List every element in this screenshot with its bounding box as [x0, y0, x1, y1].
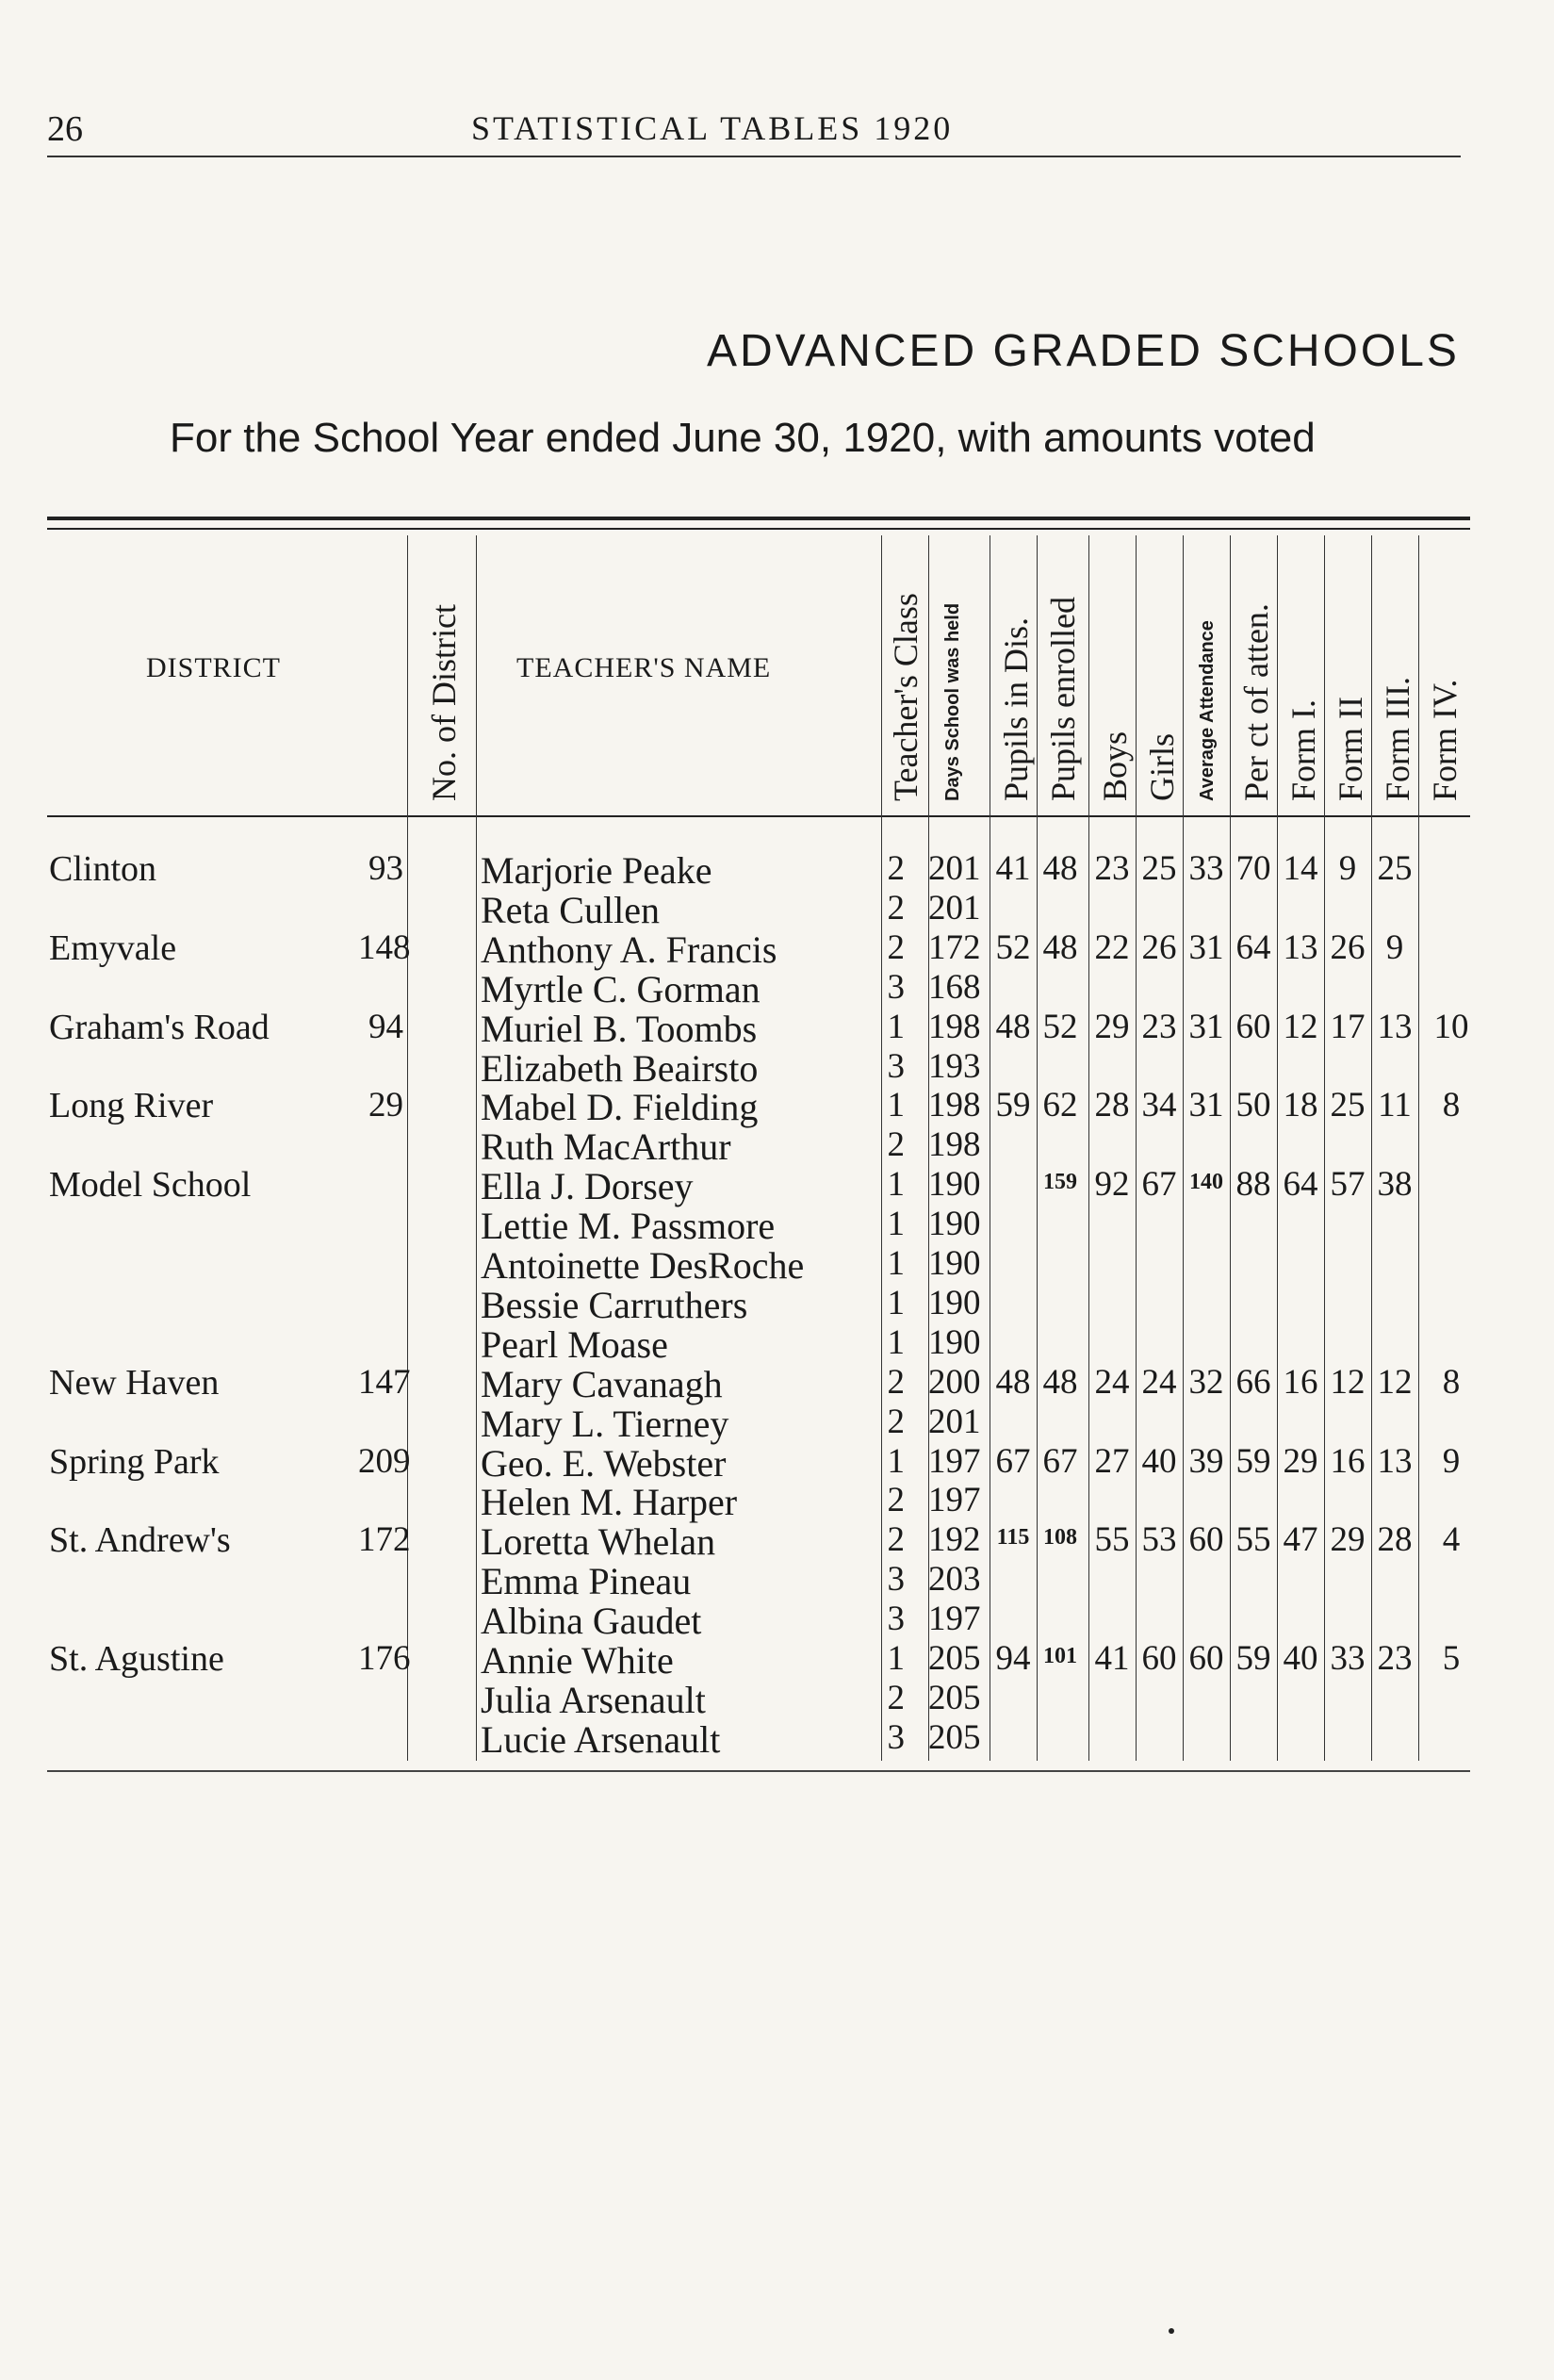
- cell-girls: 25: [1141, 849, 1177, 888]
- cell-girls: 24: [1141, 1362, 1177, 1402]
- teacher-name: Geo. E. Webster: [481, 1441, 727, 1485]
- cell-f1: 29: [1283, 1441, 1318, 1481]
- cell-f3: 28: [1377, 1520, 1413, 1560]
- teachers-class: 3: [887, 1560, 905, 1600]
- cell-girls: 67: [1141, 1165, 1177, 1205]
- table-row: [0, 1164, 1554, 1208]
- header-district: DISTRICT: [146, 652, 281, 683]
- table-row: [0, 1678, 1554, 1721]
- cell-f2: 33: [1330, 1639, 1366, 1678]
- cell-avg: 140: [1189, 1170, 1223, 1195]
- teachers-class: 2: [887, 1402, 905, 1441]
- teachers-class: 3: [887, 1600, 905, 1639]
- days-held: 205: [928, 1678, 981, 1717]
- cell-f3: 25: [1377, 849, 1413, 888]
- table-row: [0, 1243, 1554, 1287]
- cell-avg: 60: [1188, 1520, 1224, 1560]
- cell-f1: 14: [1283, 849, 1318, 888]
- teacher-name: Mary Cavanagh: [481, 1362, 723, 1405]
- district-name: New Haven: [49, 1362, 220, 1403]
- cell-f4: 5: [1442, 1639, 1461, 1678]
- teachers-class: 2: [887, 927, 905, 967]
- cell-f4: 10: [1433, 1007, 1469, 1046]
- cell-boys: 22: [1094, 927, 1130, 967]
- cell-pct: 59: [1235, 1441, 1271, 1481]
- page-subtitle: For the School Year ended June 30, 1920, with amounts voted: [170, 415, 1316, 461]
- teachers-class: 3: [887, 967, 905, 1007]
- table-row: [0, 1599, 1554, 1643]
- teachers-class: 2: [887, 1481, 905, 1520]
- cell-en: 48: [1042, 1362, 1078, 1402]
- cell-f2: 12: [1330, 1362, 1366, 1402]
- header-days-held: Days School was held: [942, 602, 963, 801]
- table-top-rule-thin: [47, 528, 1470, 530]
- days-held: 168: [928, 967, 981, 1007]
- cell-girls: 40: [1141, 1441, 1177, 1481]
- cell-f3: 9: [1385, 927, 1404, 967]
- days-held: 198: [928, 1125, 981, 1165]
- table-row: [0, 1283, 1554, 1326]
- teachers-class: 1: [887, 1441, 905, 1481]
- cell-pd: 59: [995, 1086, 1031, 1125]
- district-number: 29: [368, 1086, 403, 1125]
- table-row: [0, 1638, 1554, 1682]
- cell-avg: 39: [1188, 1441, 1224, 1481]
- district-number: 176: [358, 1639, 411, 1678]
- teacher-name: Julia Arsenault: [481, 1678, 706, 1721]
- teacher-name: Marjorie Peake: [481, 849, 712, 892]
- cell-boys: 28: [1094, 1086, 1130, 1125]
- cell-f2: 25: [1330, 1086, 1366, 1125]
- days-held: 172: [928, 927, 981, 967]
- page-header: [47, 99, 1461, 157]
- teachers-class: 1: [887, 1639, 905, 1678]
- days-held: 201: [928, 849, 981, 888]
- running-title: STATISTICAL TABLES 1920: [471, 109, 954, 147]
- cell-en: 62: [1042, 1086, 1078, 1125]
- cell-boys: 41: [1094, 1639, 1130, 1678]
- district-name: Clinton: [49, 849, 157, 889]
- days-held: 190: [928, 1244, 981, 1283]
- district-number: 172: [358, 1520, 411, 1560]
- table-row: [0, 1402, 1554, 1445]
- table-row: [0, 967, 1554, 1010]
- header-girls: Girls: [1143, 733, 1181, 801]
- cell-girls: 34: [1141, 1086, 1177, 1125]
- table-row: [0, 1085, 1554, 1129]
- header-pupils-enrolled: Pupils enrolled: [1044, 597, 1082, 801]
- district-number: 94: [368, 1007, 403, 1046]
- cell-boys: 27: [1094, 1441, 1130, 1481]
- page-title: ADVANCED GRADED SCHOOLS: [707, 326, 1460, 376]
- teachers-class: 1: [887, 1086, 905, 1125]
- table-row: [0, 1519, 1554, 1564]
- table-row: [0, 1322, 1554, 1366]
- header-pupils-in-district: Pupils in Dis.: [997, 616, 1035, 801]
- teacher-name: Annie White: [481, 1639, 674, 1682]
- cell-pct: 60: [1235, 1007, 1271, 1046]
- district-name: Long River: [49, 1086, 214, 1126]
- cell-pd: 67: [995, 1441, 1031, 1481]
- cell-f2: 26: [1330, 927, 1366, 967]
- teacher-name: Elizabeth Beairsto: [481, 1046, 759, 1090]
- days-held: 198: [928, 1086, 981, 1125]
- teachers-class: 1: [887, 1283, 905, 1322]
- cell-pd: 41: [995, 849, 1031, 888]
- teachers-class: 2: [887, 1678, 905, 1717]
- cell-pct: 64: [1235, 927, 1271, 967]
- teachers-class: 2: [887, 888, 905, 927]
- cell-f1: 12: [1283, 1007, 1318, 1046]
- cell-girls: 60: [1141, 1639, 1177, 1678]
- district-name: Model School: [49, 1165, 252, 1206]
- cell-f2: 9: [1338, 849, 1357, 888]
- table-header-rule: [47, 815, 1470, 817]
- days-held: 190: [928, 1205, 981, 1244]
- header-teacher-name: TEACHER'S NAME: [516, 652, 772, 683]
- cell-f1: 13: [1283, 927, 1318, 967]
- district-number: 148: [358, 927, 411, 967]
- table-row: [0, 1124, 1554, 1169]
- teacher-name: Muriel B. Toombs: [481, 1007, 758, 1050]
- cell-f2: 29: [1330, 1520, 1366, 1560]
- district-number: 147: [358, 1362, 411, 1402]
- teacher-name: Emma Pineau: [481, 1560, 692, 1603]
- cell-avg: 31: [1188, 927, 1224, 967]
- cell-avg: 33: [1188, 849, 1224, 888]
- cell-boys: 24: [1094, 1362, 1130, 1402]
- teacher-name: Loretta Whelan: [481, 1520, 716, 1564]
- cell-pd: 115: [996, 1525, 1030, 1551]
- days-held: 197: [928, 1441, 981, 1481]
- cell-pct: 70: [1235, 849, 1271, 888]
- teachers-class: 3: [887, 1046, 905, 1086]
- table-top-rule: [47, 517, 1470, 520]
- cell-pd: 48: [995, 1362, 1031, 1402]
- days-held: 205: [928, 1717, 981, 1757]
- table-row: [0, 1480, 1554, 1524]
- cell-f4: 9: [1442, 1441, 1461, 1481]
- table-row: [0, 1362, 1554, 1405]
- teacher-name: Lucie Arsenault: [481, 1717, 721, 1761]
- teachers-class: 2: [887, 1125, 905, 1165]
- teacher-name: Mary L. Tierney: [481, 1402, 729, 1445]
- days-held: 197: [928, 1600, 981, 1639]
- header-district-number: No. of District: [425, 604, 463, 801]
- teachers-class: 1: [887, 1205, 905, 1244]
- days-held: 201: [928, 1402, 981, 1441]
- cell-girls: 23: [1141, 1007, 1177, 1046]
- header-percent-attendance: Per ct of atten.: [1237, 603, 1275, 801]
- teacher-name: Helen M. Harper: [481, 1481, 738, 1524]
- header-form-2: Form II: [1332, 697, 1369, 801]
- cell-f3: 12: [1377, 1362, 1413, 1402]
- teachers-class: 2: [887, 1362, 905, 1402]
- table-row: [0, 1046, 1554, 1090]
- cell-f3: 13: [1377, 1007, 1413, 1046]
- district-name: St. Andrew's: [49, 1520, 231, 1561]
- cell-f3: 38: [1377, 1165, 1413, 1205]
- cell-en: 159: [1043, 1170, 1077, 1195]
- days-held: 200: [928, 1362, 981, 1402]
- cell-boys: 29: [1094, 1007, 1130, 1046]
- cell-pct: 50: [1235, 1086, 1271, 1125]
- teachers-class: 1: [887, 1244, 905, 1283]
- days-held: 190: [928, 1165, 981, 1205]
- days-held: 205: [928, 1639, 981, 1678]
- table-row: [0, 1559, 1554, 1603]
- teacher-name: Reta Cullen: [481, 888, 660, 931]
- district-number: 93: [368, 849, 403, 888]
- cell-f2: 16: [1330, 1441, 1366, 1481]
- cell-boys: 23: [1094, 849, 1130, 888]
- teacher-name: Myrtle C. Gorman: [481, 967, 761, 1010]
- header-boys: Boys: [1096, 730, 1134, 801]
- cell-f3: 11: [1378, 1086, 1412, 1125]
- teacher-name: Mabel D. Fielding: [481, 1086, 759, 1129]
- cell-avg: 31: [1188, 1086, 1224, 1125]
- cell-f1: 16: [1283, 1362, 1318, 1402]
- cell-en: 52: [1042, 1007, 1078, 1046]
- cell-en: 101: [1043, 1644, 1077, 1668]
- cell-f4: 8: [1442, 1086, 1461, 1125]
- header-teachers-class: Teacher's Class: [887, 593, 924, 801]
- teacher-name: Anthony A. Francis: [481, 927, 777, 971]
- days-held: 193: [928, 1046, 981, 1086]
- district-name: Spring Park: [49, 1441, 220, 1482]
- table-row: [0, 848, 1554, 892]
- teacher-name: Ella J. Dorsey: [481, 1165, 694, 1208]
- cell-pct: 55: [1235, 1520, 1271, 1560]
- cell-girls: 53: [1141, 1520, 1177, 1560]
- teacher-name: Antoinette DesRoche: [481, 1244, 805, 1287]
- cell-f2: 17: [1330, 1007, 1366, 1046]
- cell-f2: 57: [1330, 1165, 1366, 1205]
- header-average-attendance: Average Attendance: [1197, 620, 1218, 801]
- teachers-class: 1: [887, 1007, 905, 1046]
- table-row: [0, 1717, 1554, 1761]
- cell-pd: 94: [995, 1639, 1031, 1678]
- teachers-class: 3: [887, 1717, 905, 1757]
- cell-pd: 48: [995, 1007, 1031, 1046]
- ink-speck: [1169, 2328, 1174, 2334]
- teacher-name: Lettie M. Passmore: [481, 1205, 776, 1248]
- page-number: 26: [47, 109, 83, 149]
- cell-avg: 32: [1188, 1362, 1224, 1402]
- cell-en: 67: [1042, 1441, 1078, 1481]
- cell-f1: 64: [1283, 1165, 1318, 1205]
- cell-f4: 4: [1442, 1520, 1461, 1560]
- teacher-name: Pearl Moase: [481, 1322, 668, 1366]
- cell-f3: 23: [1377, 1639, 1413, 1678]
- cell-avg: 31: [1188, 1007, 1224, 1046]
- days-held: 198: [928, 1007, 981, 1046]
- district-name: Graham's Road: [49, 1007, 270, 1047]
- cell-boys: 55: [1094, 1520, 1130, 1560]
- cell-boys: 92: [1094, 1165, 1130, 1205]
- cell-f1: 18: [1283, 1086, 1318, 1125]
- table-row: [0, 1007, 1554, 1050]
- days-held: 190: [928, 1283, 981, 1322]
- days-held: 197: [928, 1481, 981, 1520]
- table-row: [0, 927, 1554, 971]
- teacher-name: Albina Gaudet: [481, 1600, 702, 1643]
- teachers-class: 1: [887, 1165, 905, 1205]
- district-name: Emyvale: [49, 927, 177, 968]
- cell-f1: 40: [1283, 1639, 1318, 1678]
- days-held: 203: [928, 1560, 981, 1600]
- teachers-class: 1: [887, 1322, 905, 1362]
- cell-pct: 66: [1235, 1362, 1271, 1402]
- table-row: [0, 1204, 1554, 1248]
- district-name: St. Agustine: [49, 1639, 224, 1679]
- district-number: 209: [358, 1441, 411, 1481]
- teacher-name: Bessie Carruthers: [481, 1283, 748, 1326]
- header-form-4: Form IV.: [1426, 679, 1464, 801]
- cell-en: 48: [1042, 849, 1078, 888]
- teachers-class: 2: [887, 1520, 905, 1560]
- cell-avg: 60: [1188, 1639, 1224, 1678]
- teacher-name: Ruth MacArthur: [481, 1125, 731, 1169]
- cell-f3: 13: [1377, 1441, 1413, 1481]
- cell-f1: 47: [1283, 1520, 1318, 1560]
- table-row: [0, 1441, 1554, 1485]
- cell-pd: 52: [995, 927, 1031, 967]
- cell-en: 108: [1043, 1525, 1077, 1551]
- cell-pct: 88: [1235, 1165, 1271, 1205]
- table-row: [0, 888, 1554, 931]
- days-held: 192: [928, 1520, 981, 1560]
- teachers-class: 2: [887, 849, 905, 888]
- days-held: 190: [928, 1322, 981, 1362]
- cell-pct: 59: [1235, 1639, 1271, 1678]
- cell-en: 48: [1042, 927, 1078, 967]
- days-held: 201: [928, 888, 981, 927]
- table-bottom-rule: [47, 1770, 1470, 1772]
- header-form-3: Form III.: [1379, 677, 1416, 801]
- header-form-1: Form I.: [1284, 699, 1322, 801]
- cell-girls: 26: [1141, 927, 1177, 967]
- cell-f4: 8: [1442, 1362, 1461, 1402]
